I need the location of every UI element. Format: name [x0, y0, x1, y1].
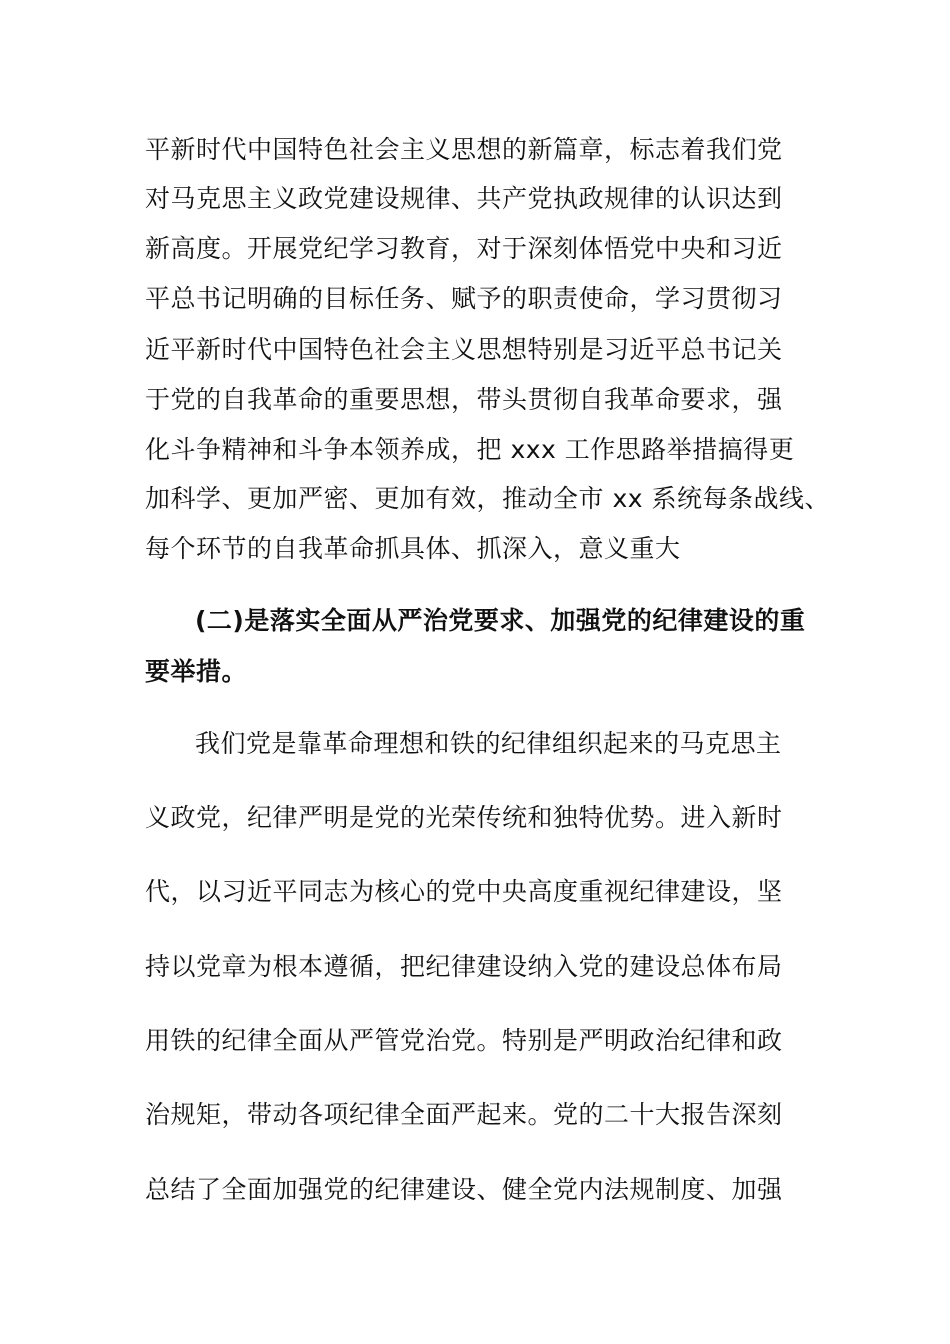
text-line: 每个环节的自我革命抓具体、抓深入，意义重大 — [145, 534, 681, 563]
text-line: 用铁的纪律全面从严管党治党。特别是严明政治纪律和政 — [145, 1026, 783, 1055]
text-line: 平新时代中国特色社会主义思想的新篇章，标志着我们党 — [145, 135, 783, 164]
text-line: 总结了全面加强党的纪律建设、健全党内法规制度、加强 — [145, 1175, 783, 1204]
text-line: 于党的自我革命的重要思想，带头贯彻自我革命要求，强 — [145, 385, 783, 414]
text-line: 治规矩，带动各项纪律全面严起来。党的二十大报告深刻 — [145, 1100, 783, 1129]
text-line: 持以党章为根本遵循，把纪律建设纳入党的建设总体布局 — [145, 952, 783, 981]
text-line: 化斗争精神和斗争本领养成，把 xxx 工作思路举措搞得更 — [145, 435, 795, 464]
text-line: 义政党，纪律严明是党的光荣传统和独特优势。进入新时 — [145, 803, 783, 832]
text-line: 我们党是靠革命理想和铁的纪律组织起来的马克思主 — [195, 729, 782, 758]
text-line: 近平新时代中国特色社会主义思想特别是习近平总书记关 — [145, 335, 783, 364]
heading-line: 要举措。 — [145, 657, 248, 686]
heading-line: (二)是落实全面从严治党要求、加强党的纪律建设的重 — [195, 606, 806, 635]
text-line: 代，以习近平同志为核心的党中央高度重视纪律建设，坚 — [145, 877, 783, 906]
text-line: 新高度。开展党纪学习教育，对于深刻体悟党中央和习近 — [145, 234, 783, 263]
text-line: 平总书记明确的目标任务、赋予的职责使命，学习贯彻习 — [145, 284, 783, 313]
text-line: 加科学、更加严密、更加有效，推动全市 xx 系统每条战线、 — [145, 484, 830, 513]
text-line: 对马克思主义政党建设规律、共产党执政规律的认识达到 — [145, 184, 783, 213]
